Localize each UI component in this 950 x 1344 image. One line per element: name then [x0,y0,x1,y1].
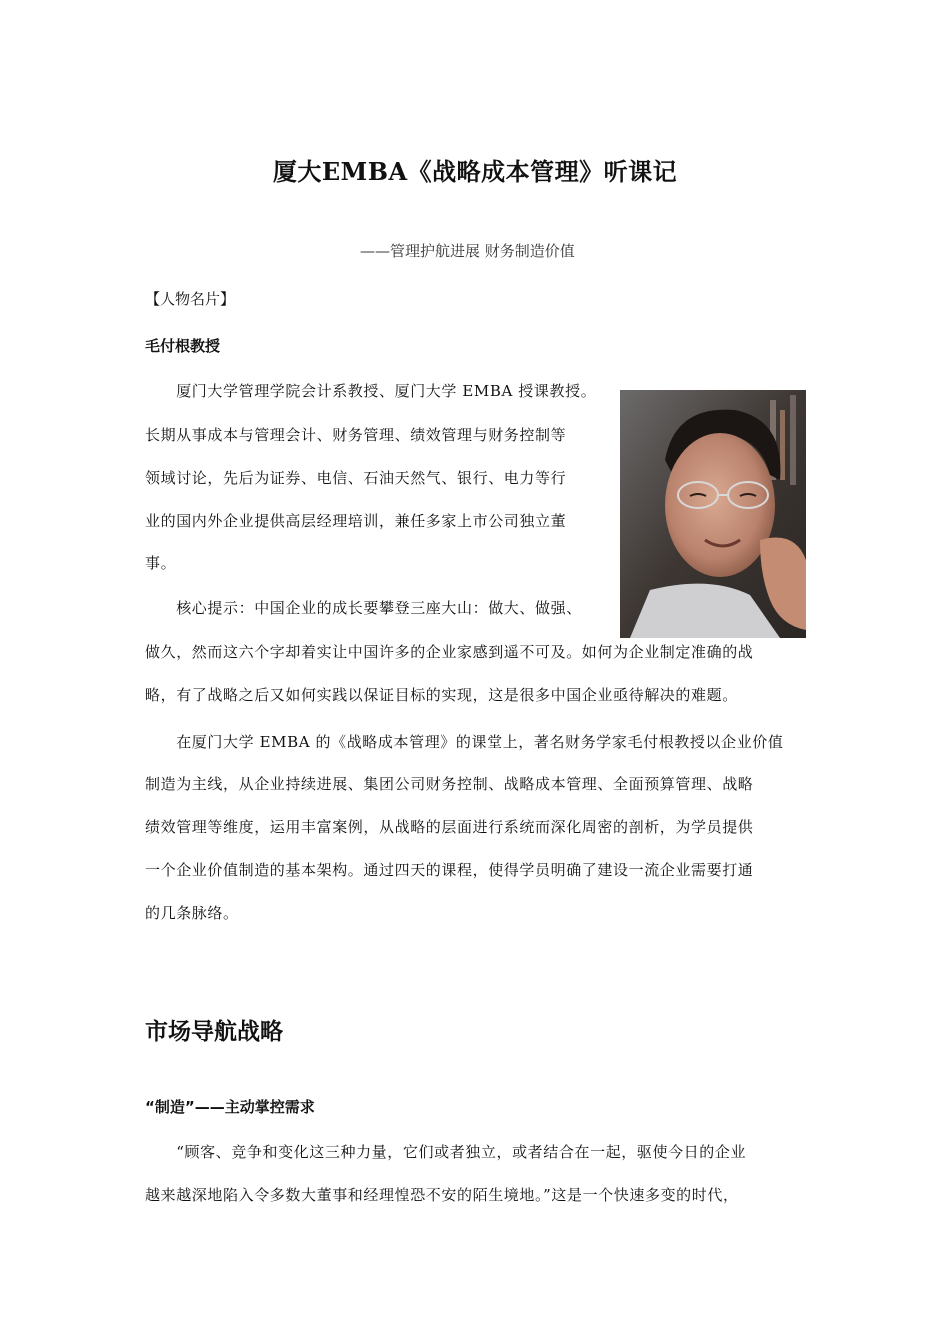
bio-line: 事。 [145,554,177,572]
section-heading: 市场导航战略 [145,1019,283,1045]
core-tip-line: 做久，然而这六个字却着实让中国许多的企业家感到遥不可及。如何为企业制定准确的战 [145,643,754,661]
intro-line: 绩效管理等维度，运用丰富案例，从战略的层面进行系统而深化周密的剖析，为学员提供 [145,818,754,836]
document-title: 厦大EMBA《战略成本管理》听课记 [272,157,678,186]
bio-line: 厦门大学管理学院会计系教授、厦门大学 EMBA 授课教授。 [145,382,597,400]
portrait-photo [620,390,806,638]
intro-line: 在厦门大学 EMBA 的《战略成本管理》的课堂上，著名财务学家毛付根教授以企业价值 [145,733,784,751]
bio-line: 领域讨论，先后为证券、电信、石油天然气、银行、电力等行 [145,469,567,487]
profile-label: 【人物名片】 [145,290,236,308]
intro-line: 的几条脉络。 [145,904,239,922]
core-tip-line: 略，有了战略之后又如何实践以保证目标的实现，这是很多中国企业亟待解决的难题。 [145,686,738,704]
document-subtitle: ——管理护航进展 财务制造价值 [360,242,575,260]
person-name: 毛付根教授 [145,337,221,355]
section-subheading: “制造”——主动掌控需求 [145,1098,315,1116]
bio-line: 业的国内外企业提供高层经理培训，兼任多家上市公司独立董 [145,512,567,530]
section-line: 越来越深地陷入令多数大董事和经理惶恐不安的陌生境地。”这是一个快速多变的时代， [145,1186,739,1204]
core-tip-line: 核心提示：中国企业的成长要攀登三座大山：做大、做强、 [145,599,582,617]
bio-line: 长期从事成本与管理会计、财务管理、绩效管理与财务控制等 [145,426,567,444]
intro-line: 一个企业价值制造的基本架构。通过四天的课程，使得学员明确了建设一流企业需要打通 [145,861,754,879]
intro-line: 制造为主线，从企业持续进展、集团公司财务控制、战略成本管理、全面预算管理、战略 [145,775,754,793]
section-line: “顾客、竞争和变化这三种力量，它们或者独立，或者结合在一起，驱使今日的企业 [145,1143,747,1161]
